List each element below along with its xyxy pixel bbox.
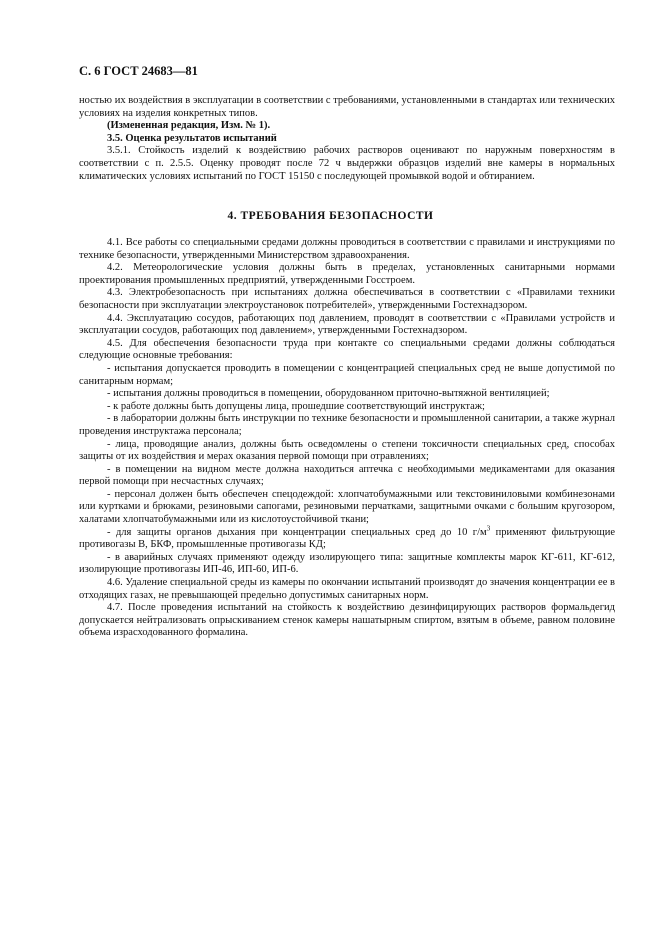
list-item: - испытания допускается проводить в помещении с концентрацией специальных сред не выше допустимой по санитарным нормам; [79,362,615,387]
paragraph-continuation: ностью их воздействия в эксплуатации в соответствии с требованиями, установленными в стандартах или технических условиях на изделия конкретных типов. [79,95,615,119]
paragraph-4-6: 4.6. Удаление специальной среды из камеры по окончании испытаний производят до значения концентрации ее в отходящих газах, не превышающей предельно допустимых санитарных норм. [79,577,615,601]
superscript: 3 [486,524,491,533]
list-item: - в аварийных случаях применяют одежду изолирующего типа: защитные комплекты марок КГ-611, КГ-612, изолирующие противогазы ИП-46, ИП-60, ИП-6. [79,551,615,576]
paragraph-4-1: 4.1. Все работы со специальными средами должны проводиться в соответствии с правилами и инструкциями по технике безопасности, утвержденными Министерством здравоохранения. [79,237,615,261]
subsection-heading: 3.5. Оценка результатов испытаний [107,132,277,144]
paragraph-4-2: 4.2. Метеорологические условия должны быть в пределах, установленных санитарными нормами проектирования промышленных предприятий, утвержденными Госстроем. [79,262,615,286]
list-item: - в лаборатории должны быть инструкции по технике безопасности и промышленной санитарии, а также журнал проведения инструктажа персонала; [79,413,615,437]
list-item: - в помещении на видном месте должна находиться аптечка с необходимыми медикаментами для оказания первой помощи при несчастных случаях; [79,463,615,488]
list-item-text: - для защиты органов дыхания при концентрации специальных сред до 10 г/м [107,526,487,538]
paragraph-4-3: 4.3. Электробезопасность при испытаниях должна обеспечиваться в соответствии с «Правилами техники безопасности при эксплуатации электроустановок потребителей», утвержденными Гостехнадзором. [79,287,615,311]
list-item: - испытания должны проводиться в помещении, оборудованном приточно-вытяжной вентиляцией; [107,388,550,400]
list-item [79,524,615,552]
list-item: - персонал должен быть обеспечен спецодеждой: хлопчатобумажными или текстовиниловыми комбинезонами или куртками и брюками, резиновыми сапогами, резиновыми перчатками, защитными очками с большим кругозором, халатами хлопчатобумажными или из кислотоустойчивой ткани; [79,488,615,526]
paragraph-4-5: 4.5. Для обеспечения безопасности труда при контакте со специальными средами должны соблюдаться следующие основные требования: [79,337,615,362]
intro-block [79,95,615,183]
edition-note: (Измененная редакция, Изм. № 1). [107,120,271,132]
safety-block [79,237,615,640]
list-item-text: применяют фильтрующие противогазы В, БКФ, промышленные противогазы КД; [79,526,615,551]
paragraph-4-4: 4.4. Эксплуатацию сосудов, работающих под давлением, проводят в соответствии с «Правилами устройств и эксплуатации сосудов, работающих под давлением», утвержденными Гостехнадзором. [79,312,615,337]
list-item: - к работе должны быть допущены лица, прошедшие соответствующий инструктаж; [107,400,485,412]
list-item: - лица, проводящие анализ, должны быть осведомлены о степени токсичности специальных сред, способах защиты от их воздействия и мерах оказания первой помощи при отравлениях; [79,438,615,463]
page-header: С. 6 ГОСТ 24683—81 [79,64,198,78]
paragraph-4-7: 4.7. После проведения испытаний на стойкость к воздействию дезинфицирующих растворов формальдегид допускается нейтрализовать опрыскиванием стенок камеры нашатырным спиртом, взятым в объеме, равном половине объема израсходованного формалина. [79,602,615,639]
paragraph-3-5-1: 3.5.1. Стойкость изделий к воздействию рабочих растворов оценивают по наружным поверхностям в соответствии с п. 2.5.5. Оценку проводят после 72 ч выдержки образцов изделий вне камеры в нормальных климатических условиях испытаний по ГОСТ 15150 с последующей промывкой водой и обтиранием. [79,145,615,182]
section-title: 4. ТРЕБОВАНИЯ БЕЗОПАСНОСТИ [227,210,434,222]
